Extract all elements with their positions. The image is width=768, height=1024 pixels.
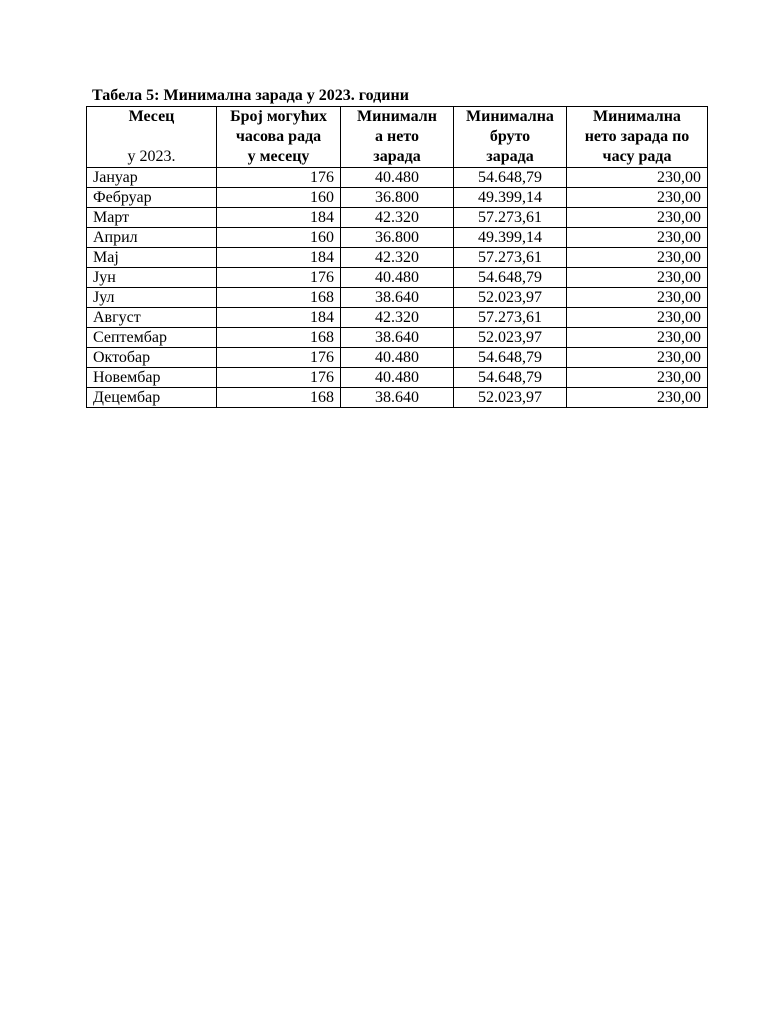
header-month-line: Месец <box>128 108 175 125</box>
cell-month: Фебруар <box>87 188 217 208</box>
cell-month: Октобар <box>87 348 217 368</box>
header-hourly-wage <box>567 107 708 168</box>
header-hours-line: часова рада <box>235 128 322 145</box>
cell-net: 40.480 <box>341 368 454 388</box>
cell-gross: 54.648,79 <box>454 368 567 388</box>
cell-month: Април <box>87 228 217 248</box>
cell-hourly: 230,00 <box>567 288 708 308</box>
header-hours <box>217 107 341 168</box>
cell-gross: 57.273,61 <box>454 308 567 328</box>
cell-hourly: 230,00 <box>567 368 708 388</box>
cell-month: Јануар <box>87 168 217 188</box>
cell-gross: 49.399,14 <box>454 228 567 248</box>
cell-hours: 160 <box>217 188 341 208</box>
cell-hours: 176 <box>217 368 341 388</box>
cell-gross: 57.273,61 <box>454 248 567 268</box>
header-month <box>87 107 217 168</box>
cell-hours: 184 <box>217 308 341 328</box>
header-gross-wage <box>454 107 567 168</box>
cell-net: 42.320 <box>341 308 454 328</box>
header-gross-line: Минимална <box>466 108 554 125</box>
header-hourly-line: Минимална <box>593 108 681 125</box>
cell-net: 40.480 <box>341 268 454 288</box>
header-hours-line: у месецу <box>247 148 310 165</box>
cell-month: Јул <box>87 288 217 308</box>
cell-gross: 52.023,97 <box>454 388 567 408</box>
cell-hours: 176 <box>217 168 341 188</box>
cell-hours: 168 <box>217 328 341 348</box>
table-caption: Табела 5: Минимална зарада у 2023. години <box>92 87 409 104</box>
cell-month: Септембар <box>87 328 217 348</box>
cell-net: 36.800 <box>341 228 454 248</box>
cell-month: Новембар <box>87 368 217 388</box>
cell-hourly: 230,00 <box>567 208 708 228</box>
cell-gross: 54.648,79 <box>454 168 567 188</box>
cell-hourly: 230,00 <box>567 388 708 408</box>
cell-month: Децембар <box>87 388 217 408</box>
header-hourly-line: нето зарада по <box>584 128 690 145</box>
minimum-wage-table <box>86 106 708 408</box>
header-gross-line: бруто <box>489 128 531 145</box>
cell-gross: 49.399,14 <box>454 188 567 208</box>
table-row <box>87 228 708 248</box>
table-row <box>87 348 708 368</box>
cell-hours: 168 <box>217 288 341 308</box>
table-row <box>87 268 708 288</box>
cell-net: 38.640 <box>341 328 454 348</box>
header-month-year: у 2023. <box>127 148 176 165</box>
cell-month: Мај <box>87 248 217 268</box>
table-row <box>87 368 708 388</box>
cell-hourly: 230,00 <box>567 348 708 368</box>
cell-gross: 57.273,61 <box>454 208 567 228</box>
header-hourly-line: часу рада <box>602 148 672 165</box>
table-row <box>87 248 708 268</box>
cell-gross: 52.023,97 <box>454 328 567 348</box>
cell-hourly: 230,00 <box>567 268 708 288</box>
cell-hours: 184 <box>217 248 341 268</box>
cell-net: 38.640 <box>341 388 454 408</box>
header-net-line: зарада <box>373 148 421 165</box>
cell-net: 36.800 <box>341 188 454 208</box>
cell-net: 40.480 <box>341 168 454 188</box>
cell-gross: 54.648,79 <box>454 348 567 368</box>
table-row <box>87 188 708 208</box>
cell-gross: 52.023,97 <box>454 288 567 308</box>
cell-hours: 176 <box>217 348 341 368</box>
cell-hourly: 230,00 <box>567 228 708 248</box>
cell-hourly: 230,00 <box>567 168 708 188</box>
cell-net: 42.320 <box>341 208 454 228</box>
cell-hourly: 230,00 <box>567 328 708 348</box>
cell-hours: 184 <box>217 208 341 228</box>
cell-hourly: 230,00 <box>567 188 708 208</box>
header-net-line: а нето <box>375 128 419 145</box>
cell-net: 40.480 <box>341 348 454 368</box>
cell-net: 42.320 <box>341 248 454 268</box>
cell-hours: 176 <box>217 268 341 288</box>
header-net-line: Минималн <box>357 108 437 125</box>
cell-gross: 54.648,79 <box>454 268 567 288</box>
header-hours-line: Број могућих <box>230 108 327 125</box>
cell-month: Март <box>87 208 217 228</box>
cell-net: 38.640 <box>341 288 454 308</box>
header-row <box>87 107 708 168</box>
table-row <box>87 308 708 328</box>
cell-hourly: 230,00 <box>567 248 708 268</box>
cell-month: Август <box>87 308 217 328</box>
header-gross-line: зарада <box>486 148 534 165</box>
cell-month: Јун <box>87 268 217 288</box>
cell-hourly: 230,00 <box>567 308 708 328</box>
table-row <box>87 288 708 308</box>
cell-hours: 160 <box>217 228 341 248</box>
cell-hours: 168 <box>217 388 341 408</box>
table-row <box>87 388 708 408</box>
table-row <box>87 328 708 348</box>
table-row <box>87 168 708 188</box>
table-row <box>87 208 708 228</box>
header-net-wage <box>341 107 454 168</box>
